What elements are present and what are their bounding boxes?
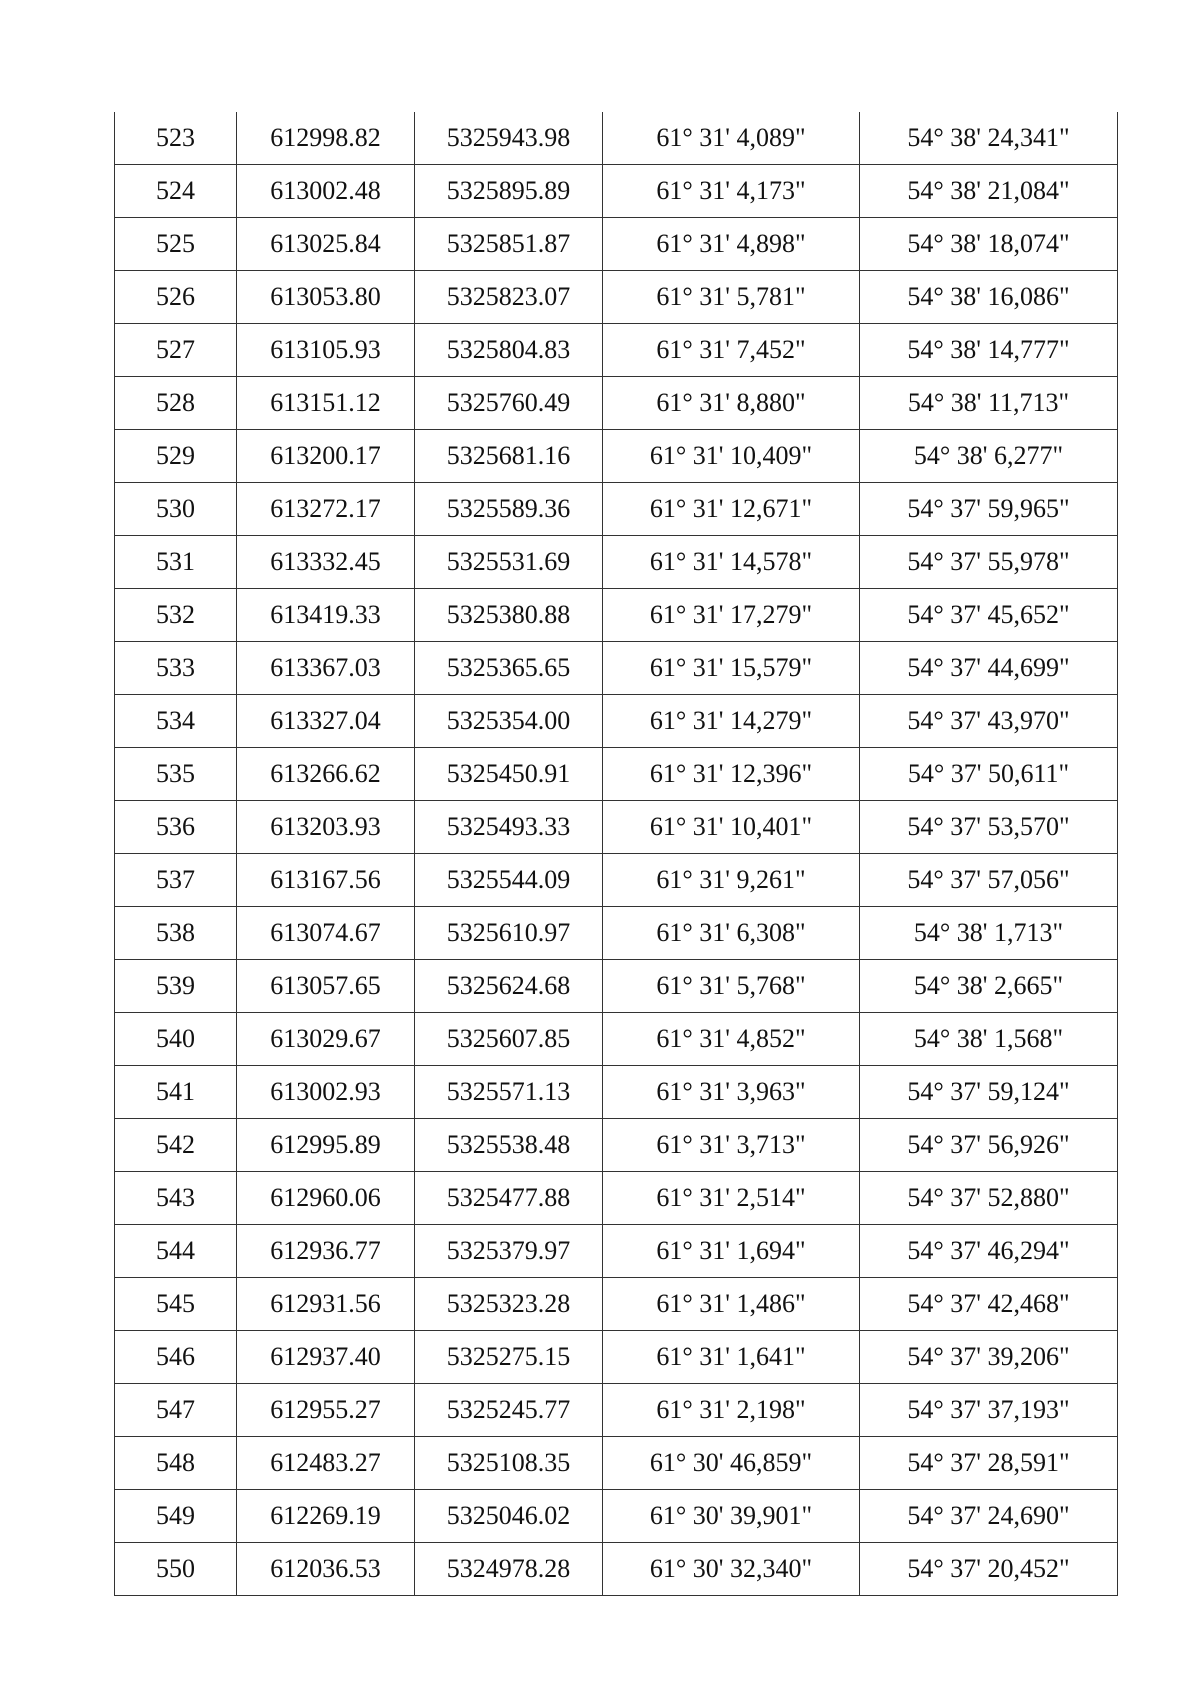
latitude-cell: 54° 37' 20,452": [860, 1543, 1118, 1596]
longitude-cell: 61° 31' 5,768": [603, 960, 860, 1013]
table-row: [115, 1278, 1118, 1331]
latitude-cell: 54° 37' 59,965": [860, 483, 1118, 536]
latitude-cell: 54° 37' 37,193": [860, 1384, 1118, 1437]
y-coordinate-cell: 5325571.13: [415, 1066, 603, 1119]
table-row: [115, 854, 1118, 907]
x-coordinate-cell: 613419.33: [237, 589, 415, 642]
table-row: [115, 1384, 1118, 1437]
x-coordinate-cell: 613029.67: [237, 1013, 415, 1066]
table-row: [115, 1225, 1118, 1278]
x-coordinate-cell: 612998.82: [237, 112, 415, 165]
x-coordinate-cell: 613151.12: [237, 377, 415, 430]
latitude-cell: 54° 38' 6,277": [860, 430, 1118, 483]
table-row: [115, 960, 1118, 1013]
table-row: [115, 801, 1118, 854]
longitude-cell: 61° 30' 32,340": [603, 1543, 860, 1596]
point-number-cell: 533: [115, 642, 237, 695]
point-number-cell: 535: [115, 748, 237, 801]
point-number-cell: 531: [115, 536, 237, 589]
x-coordinate-cell: 613002.48: [237, 165, 415, 218]
y-coordinate-cell: 5325624.68: [415, 960, 603, 1013]
x-coordinate-cell: 612995.89: [237, 1119, 415, 1172]
point-number-cell: 544: [115, 1225, 237, 1278]
y-coordinate-cell: 5325245.77: [415, 1384, 603, 1437]
table-row: [115, 907, 1118, 960]
y-coordinate-cell: 5325450.91: [415, 748, 603, 801]
longitude-cell: 61° 31' 8,880": [603, 377, 860, 430]
x-coordinate-cell: 613367.03: [237, 642, 415, 695]
x-coordinate-cell: 613203.93: [237, 801, 415, 854]
table-row: [115, 536, 1118, 589]
y-coordinate-cell: 5325804.83: [415, 324, 603, 377]
longitude-cell: 61° 30' 39,901": [603, 1490, 860, 1543]
point-number-cell: 537: [115, 854, 237, 907]
x-coordinate-cell: 613272.17: [237, 483, 415, 536]
latitude-cell: 54° 38' 18,074": [860, 218, 1118, 271]
point-number-cell: 530: [115, 483, 237, 536]
coordinates-table: [114, 112, 1118, 1596]
point-number-cell: 528: [115, 377, 237, 430]
latitude-cell: 54° 37' 24,690": [860, 1490, 1118, 1543]
x-coordinate-cell: 612936.77: [237, 1225, 415, 1278]
x-coordinate-cell: 613057.65: [237, 960, 415, 1013]
y-coordinate-cell: 5325379.97: [415, 1225, 603, 1278]
y-coordinate-cell: 5325823.07: [415, 271, 603, 324]
x-coordinate-cell: 612931.56: [237, 1278, 415, 1331]
table-row: [115, 1066, 1118, 1119]
x-coordinate-cell: 612955.27: [237, 1384, 415, 1437]
longitude-cell: 61° 31' 7,452": [603, 324, 860, 377]
x-coordinate-cell: 613105.93: [237, 324, 415, 377]
point-number-cell: 538: [115, 907, 237, 960]
point-number-cell: 539: [115, 960, 237, 1013]
x-coordinate-cell: 613025.84: [237, 218, 415, 271]
y-coordinate-cell: 5325943.98: [415, 112, 603, 165]
latitude-cell: 54° 38' 24,341": [860, 112, 1118, 165]
point-number-cell: 550: [115, 1543, 237, 1596]
point-number-cell: 532: [115, 589, 237, 642]
x-coordinate-cell: 613053.80: [237, 271, 415, 324]
table-row: [115, 430, 1118, 483]
point-number-cell: 547: [115, 1384, 237, 1437]
y-coordinate-cell: 5325108.35: [415, 1437, 603, 1490]
point-number-cell: 523: [115, 112, 237, 165]
table-row: [115, 377, 1118, 430]
longitude-cell: 61° 31' 10,401": [603, 801, 860, 854]
longitude-cell: 61° 31' 2,198": [603, 1384, 860, 1437]
latitude-cell: 54° 37' 57,056": [860, 854, 1118, 907]
point-number-cell: 541: [115, 1066, 237, 1119]
longitude-cell: 61° 31' 12,671": [603, 483, 860, 536]
y-coordinate-cell: 5325544.09: [415, 854, 603, 907]
longitude-cell: 61° 31' 3,963": [603, 1066, 860, 1119]
y-coordinate-cell: 5325354.00: [415, 695, 603, 748]
point-number-cell: 546: [115, 1331, 237, 1384]
latitude-cell: 54° 37' 28,591": [860, 1437, 1118, 1490]
latitude-cell: 54° 38' 21,084": [860, 165, 1118, 218]
table-row: [115, 748, 1118, 801]
y-coordinate-cell: 5325681.16: [415, 430, 603, 483]
table-row: [115, 218, 1118, 271]
longitude-cell: 61° 31' 2,514": [603, 1172, 860, 1225]
x-coordinate-cell: 612036.53: [237, 1543, 415, 1596]
latitude-cell: 54° 37' 50,611": [860, 748, 1118, 801]
point-number-cell: 526: [115, 271, 237, 324]
longitude-cell: 61° 31' 6,308": [603, 907, 860, 960]
point-number-cell: 536: [115, 801, 237, 854]
point-number-cell: 548: [115, 1437, 237, 1490]
point-number-cell: 542: [115, 1119, 237, 1172]
x-coordinate-cell: 612269.19: [237, 1490, 415, 1543]
y-coordinate-cell: 5325380.88: [415, 589, 603, 642]
longitude-cell: 61° 31' 4,173": [603, 165, 860, 218]
point-number-cell: 545: [115, 1278, 237, 1331]
y-coordinate-cell: 5325493.33: [415, 801, 603, 854]
y-coordinate-cell: 5325610.97: [415, 907, 603, 960]
table-row: [115, 1172, 1118, 1225]
table-row: [115, 1543, 1118, 1596]
latitude-cell: 54° 37' 53,570": [860, 801, 1118, 854]
longitude-cell: 61° 31' 12,396": [603, 748, 860, 801]
longitude-cell: 61° 31' 4,898": [603, 218, 860, 271]
longitude-cell: 61° 30' 46,859": [603, 1437, 860, 1490]
x-coordinate-cell: 612483.27: [237, 1437, 415, 1490]
table-row: [115, 1119, 1118, 1172]
table-row: [115, 1437, 1118, 1490]
point-number-cell: 543: [115, 1172, 237, 1225]
latitude-cell: 54° 37' 45,652": [860, 589, 1118, 642]
x-coordinate-cell: 612960.06: [237, 1172, 415, 1225]
latitude-cell: 54° 37' 52,880": [860, 1172, 1118, 1225]
latitude-cell: 54° 37' 46,294": [860, 1225, 1118, 1278]
longitude-cell: 61° 31' 14,578": [603, 536, 860, 589]
latitude-cell: 54° 38' 11,713": [860, 377, 1118, 430]
longitude-cell: 61° 31' 4,852": [603, 1013, 860, 1066]
table-row: [115, 695, 1118, 748]
y-coordinate-cell: 5325531.69: [415, 536, 603, 589]
latitude-cell: 54° 38' 14,777": [860, 324, 1118, 377]
table-row: [115, 642, 1118, 695]
x-coordinate-cell: 613002.93: [237, 1066, 415, 1119]
table-row: [115, 1331, 1118, 1384]
y-coordinate-cell: 5325365.65: [415, 642, 603, 695]
latitude-cell: 54° 37' 42,468": [860, 1278, 1118, 1331]
longitude-cell: 61° 31' 15,579": [603, 642, 860, 695]
table-row: [115, 324, 1118, 377]
latitude-cell: 54° 37' 56,926": [860, 1119, 1118, 1172]
point-number-cell: 534: [115, 695, 237, 748]
table-row: [115, 165, 1118, 218]
y-coordinate-cell: 5324978.28: [415, 1543, 603, 1596]
table-row: [115, 1013, 1118, 1066]
latitude-cell: 54° 38' 16,086": [860, 271, 1118, 324]
table-row: [115, 271, 1118, 324]
longitude-cell: 61° 31' 14,279": [603, 695, 860, 748]
point-number-cell: 540: [115, 1013, 237, 1066]
y-coordinate-cell: 5325538.48: [415, 1119, 603, 1172]
longitude-cell: 61° 31' 4,089": [603, 112, 860, 165]
table-row: [115, 1490, 1118, 1543]
y-coordinate-cell: 5325477.88: [415, 1172, 603, 1225]
point-number-cell: 525: [115, 218, 237, 271]
latitude-cell: 54° 37' 59,124": [860, 1066, 1118, 1119]
x-coordinate-cell: 613332.45: [237, 536, 415, 589]
latitude-cell: 54° 38' 1,713": [860, 907, 1118, 960]
y-coordinate-cell: 5325607.85: [415, 1013, 603, 1066]
coordinates-table-body: [115, 112, 1118, 1596]
longitude-cell: 61° 31' 10,409": [603, 430, 860, 483]
longitude-cell: 61° 31' 3,713": [603, 1119, 860, 1172]
y-coordinate-cell: 5325851.87: [415, 218, 603, 271]
point-number-cell: 549: [115, 1490, 237, 1543]
y-coordinate-cell: 5325589.36: [415, 483, 603, 536]
point-number-cell: 529: [115, 430, 237, 483]
x-coordinate-cell: 613074.67: [237, 907, 415, 960]
y-coordinate-cell: 5325275.15: [415, 1331, 603, 1384]
x-coordinate-cell: 613266.62: [237, 748, 415, 801]
y-coordinate-cell: 5325895.89: [415, 165, 603, 218]
table-row: [115, 483, 1118, 536]
longitude-cell: 61° 31' 1,641": [603, 1331, 860, 1384]
longitude-cell: 61° 31' 5,781": [603, 271, 860, 324]
x-coordinate-cell: 613327.04: [237, 695, 415, 748]
x-coordinate-cell: 612937.40: [237, 1331, 415, 1384]
latitude-cell: 54° 38' 1,568": [860, 1013, 1118, 1066]
longitude-cell: 61° 31' 17,279": [603, 589, 860, 642]
latitude-cell: 54° 37' 44,699": [860, 642, 1118, 695]
point-number-cell: 524: [115, 165, 237, 218]
latitude-cell: 54° 38' 2,665": [860, 960, 1118, 1013]
latitude-cell: 54° 37' 43,970": [860, 695, 1118, 748]
longitude-cell: 61° 31' 1,486": [603, 1278, 860, 1331]
x-coordinate-cell: 613200.17: [237, 430, 415, 483]
point-number-cell: 527: [115, 324, 237, 377]
longitude-cell: 61° 31' 1,694": [603, 1225, 860, 1278]
latitude-cell: 54° 37' 39,206": [860, 1331, 1118, 1384]
table-row: [115, 112, 1118, 165]
y-coordinate-cell: 5325323.28: [415, 1278, 603, 1331]
longitude-cell: 61° 31' 9,261": [603, 854, 860, 907]
latitude-cell: 54° 37' 55,978": [860, 536, 1118, 589]
y-coordinate-cell: 5325760.49: [415, 377, 603, 430]
y-coordinate-cell: 5325046.02: [415, 1490, 603, 1543]
x-coordinate-cell: 613167.56: [237, 854, 415, 907]
table-row: [115, 589, 1118, 642]
